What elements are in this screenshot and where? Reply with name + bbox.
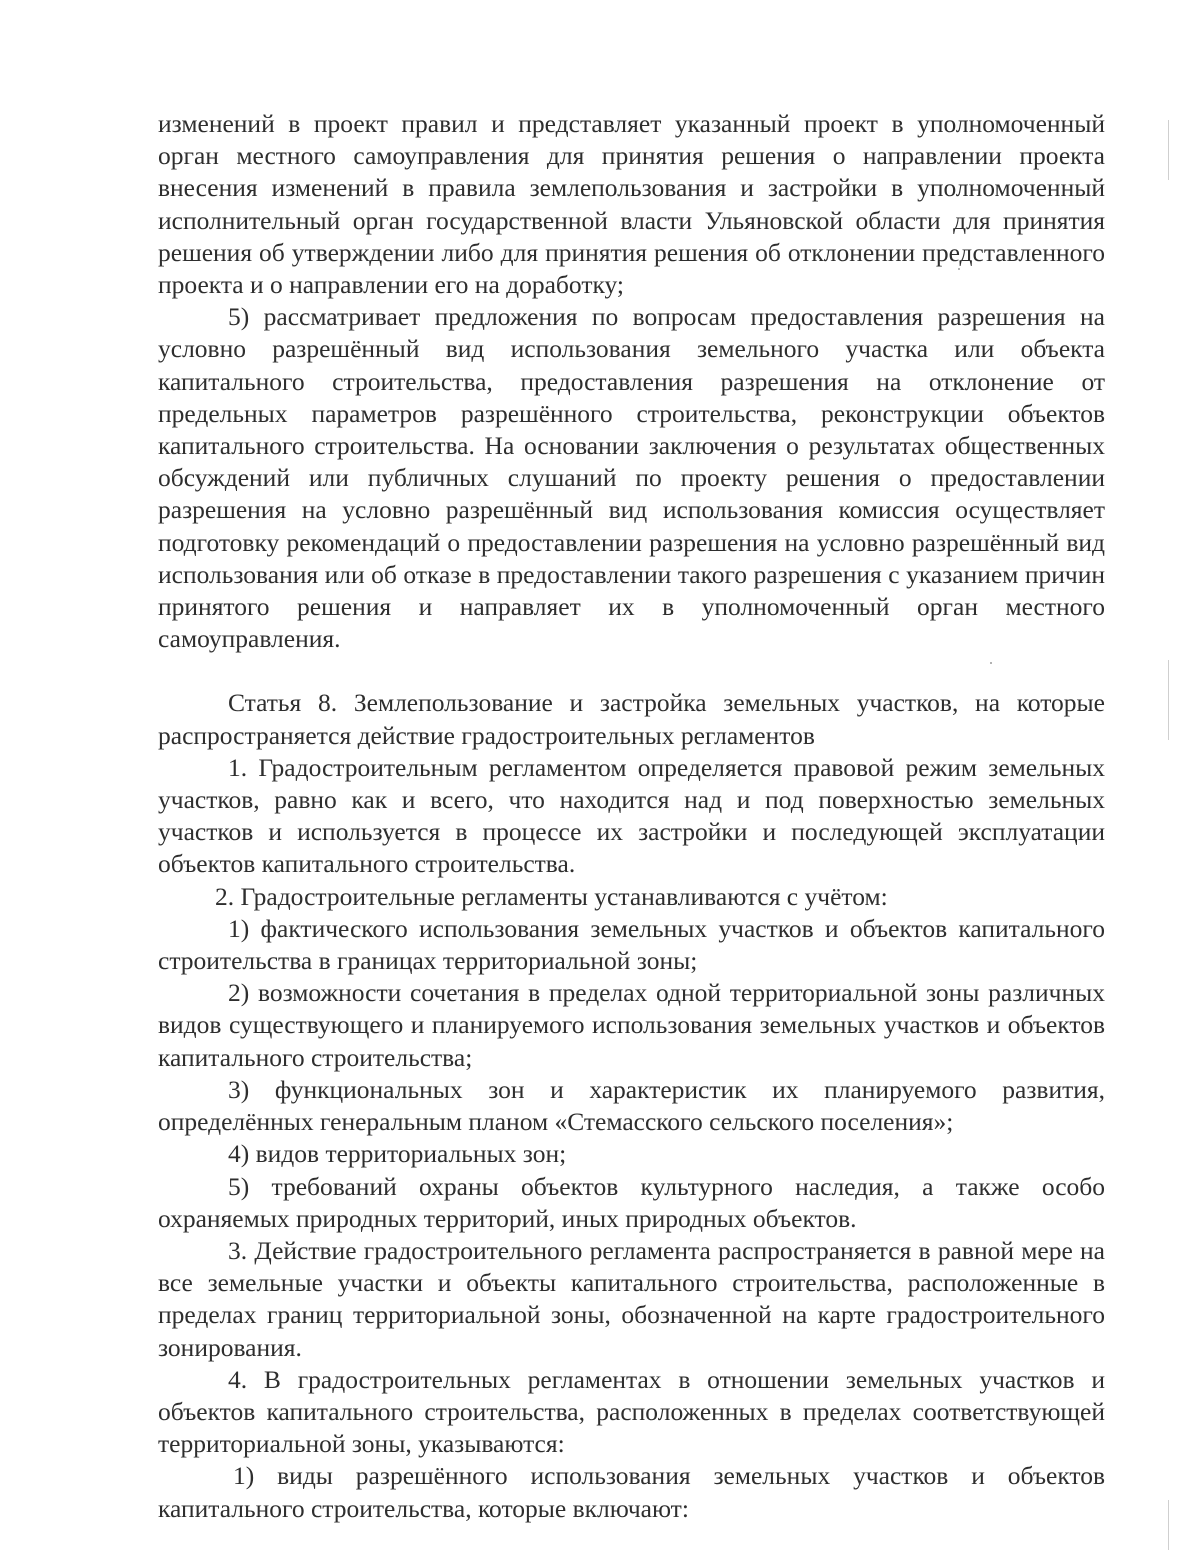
document-page xyxy=(158,108,1105,1525)
scan-edge-mark xyxy=(1168,660,1169,740)
paragraph-gap xyxy=(158,655,1105,687)
scan-edge-mark xyxy=(1168,120,1169,180)
article-8-point-2-sub-1: 1) фактического использования земельных участков и объектов капитального строительства в границах территориальной зоны; xyxy=(158,913,1105,976)
article-8-point-4-sub-1: 1) виды разрешённого использования земельных участков и объектов капитального строительства, которые включают: xyxy=(158,1461,1105,1523)
article-8-point-2-sub-3: 3) функциональных зон и характеристик их планируемого развития, определённых генеральным планом «Стемасского сельского поселения»; xyxy=(158,1074,1105,1137)
article-8-point-2-sub-4: 4) видов территориальных зон; xyxy=(228,1139,567,1169)
scan-edge-mark xyxy=(1168,1500,1169,1550)
article-8-point-3: 3. Действие градостроительного регламента распространяется в равной мере на все земельные участки и объекты капитального строительства, расположенные в пределах границ территориальной зоны, обозначенной на карте градостроительного зонирования. xyxy=(158,1235,1105,1362)
article-8-heading: Статья 8. Землепользование и застройка земельных участков, на которые распространяется действие градостроительных регламентов xyxy=(158,688,1105,750)
scan-dust-dot xyxy=(958,268,960,270)
article-8-point-2-sub-2: 2) возможности сочетания в пределах одной территориальной зоны различных видов существующего и планируемого использования земельных участков и объектов капитального строительства; xyxy=(158,978,1105,1072)
scan-dust-dot xyxy=(990,662,992,664)
paragraph-item-5: 5) рассматривает предложения по вопросам предоставления разрешения на условно разрешённый вид использования земельного участка или объекта капитального строительства, предоставления разрешения на отклонение от предельных параметров разрешённого строительства, реконструкции объектов капитального строительства. На основании заключения о результатах общественных обсуждений или публичных слушаний по проекту решения о предоставлении разрешения на условно разрешённый вид использования комиссия осуществляет подготовку рекомендаций о предоставлении разрешения на условно разрешённый вид использования или об отказе в предоставлении такого разрешения с указанием причин принятого решения и направляет их в уполномоченный орган местного самоуправления. xyxy=(158,302,1105,654)
paragraph-continuation: изменений в проект правил и представляет указанный проект в уполномоченный орган местного самоуправления для принятия решения о направлении проекта внесения изменений в правила землепользования и застройки в уполномоченный исполнительный орган государственной власти Ульяновской области для принятия решения об утверждении либо для принятия решения об отклонении представленного проекта и о направлении его на доработку; xyxy=(158,109,1105,300)
article-8-point-2: 2. Градостроительные регламенты устанавливаются с учётом: xyxy=(215,881,888,911)
article-8-point-4: 4. В градостроительных регламентах в отношении земельных участков и объектов капитального строительства, расположенных в пределах соответствующей территориальной зоны, указываются: xyxy=(158,1364,1105,1459)
article-8-point-2-sub-5: 5) требований охраны объектов культурного наследия, а также особо охраняемых природных территорий, иных природных объектов. xyxy=(158,1171,1105,1233)
article-8-point-1: 1. Градостроительным регламентом определяется правовой режим земельных участков, равно как и всего, что находится над и под поверхностью земельных участков и используется в процессе их застройки и последующей эксплуатации объектов капитального строительства. xyxy=(158,752,1105,879)
